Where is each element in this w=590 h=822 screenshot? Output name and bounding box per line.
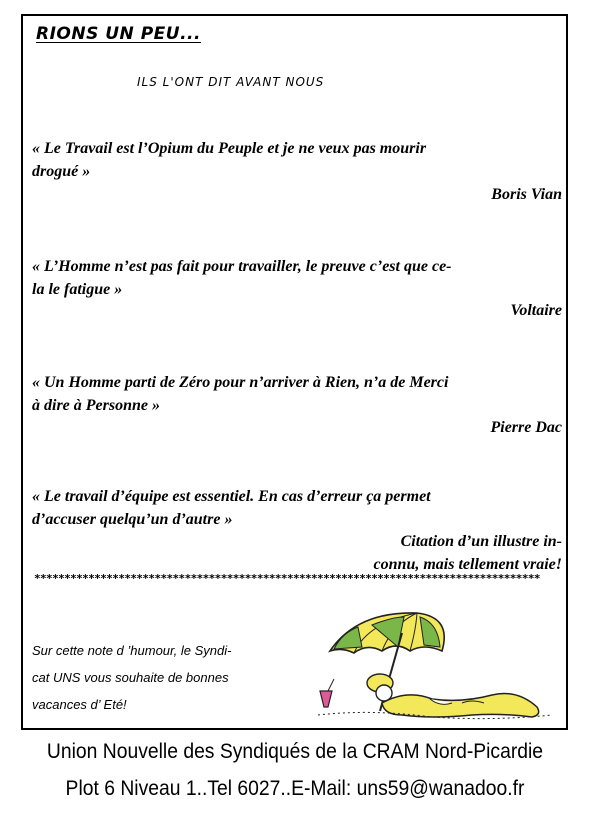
- quote-line: la le fatigue »: [32, 281, 123, 298]
- quote-text: [32, 255, 562, 301]
- quote-line: « Le Travail est l’Opium du Peuple et je ne veux pas mourir: [32, 140, 427, 157]
- quote-author: Voltaire: [510, 302, 562, 319]
- quote-author-line: connu, mais tellement vraie!: [373, 556, 562, 573]
- quote-author: Boris Vian: [491, 186, 562, 203]
- quote-line: « Un Homme parti de Zéro pour n’arriver à Rien, n’a de Merci: [32, 374, 449, 391]
- closing-line: vacances d’ Eté!: [32, 697, 127, 712]
- quote-line: drogué »: [32, 163, 91, 180]
- quote-text: [32, 137, 562, 183]
- footer-contact: Plot 6 Niveau 1..Tel 6027..E-Mail: uns59@wanadoo.fr: [65, 777, 525, 800]
- beach-umbrella-sunbather-icon: [312, 603, 557, 723]
- star-separator: ************************************************************************************: [34, 573, 540, 585]
- quote-text: [32, 371, 562, 417]
- quote-line: à dire à Personne »: [32, 397, 160, 414]
- quote-author: Pierre Dac: [490, 419, 562, 436]
- quote-line: d’accuser quelqu’un d’autre »: [32, 511, 233, 528]
- page-title: RIONS UN PEU...: [36, 24, 201, 44]
- quote-text: [32, 485, 562, 531]
- page-subtitle: ILS L'ONT DIT AVANT NOUS: [137, 75, 325, 89]
- quote-author-line: Citation d’un illustre in-: [400, 533, 562, 550]
- quote-author: [374, 530, 562, 576]
- closing-line: cat UNS vous souhaite de bonnes: [32, 670, 229, 685]
- quote-line: « L’Homme n’est pas fait pour travailler, le preuve c’est que ce-: [32, 258, 452, 275]
- quote-line: « Le travail d’équipe est essentiel. En cas d’erreur ça permet: [32, 488, 431, 505]
- closing-line: Sur cette note d ’humour, le Syndi-: [32, 643, 232, 658]
- footer-union-name: Union Nouvelle des Syndiqués de la CRAM Nord-Picardie: [46, 740, 544, 763]
- closing-message: [32, 637, 307, 718]
